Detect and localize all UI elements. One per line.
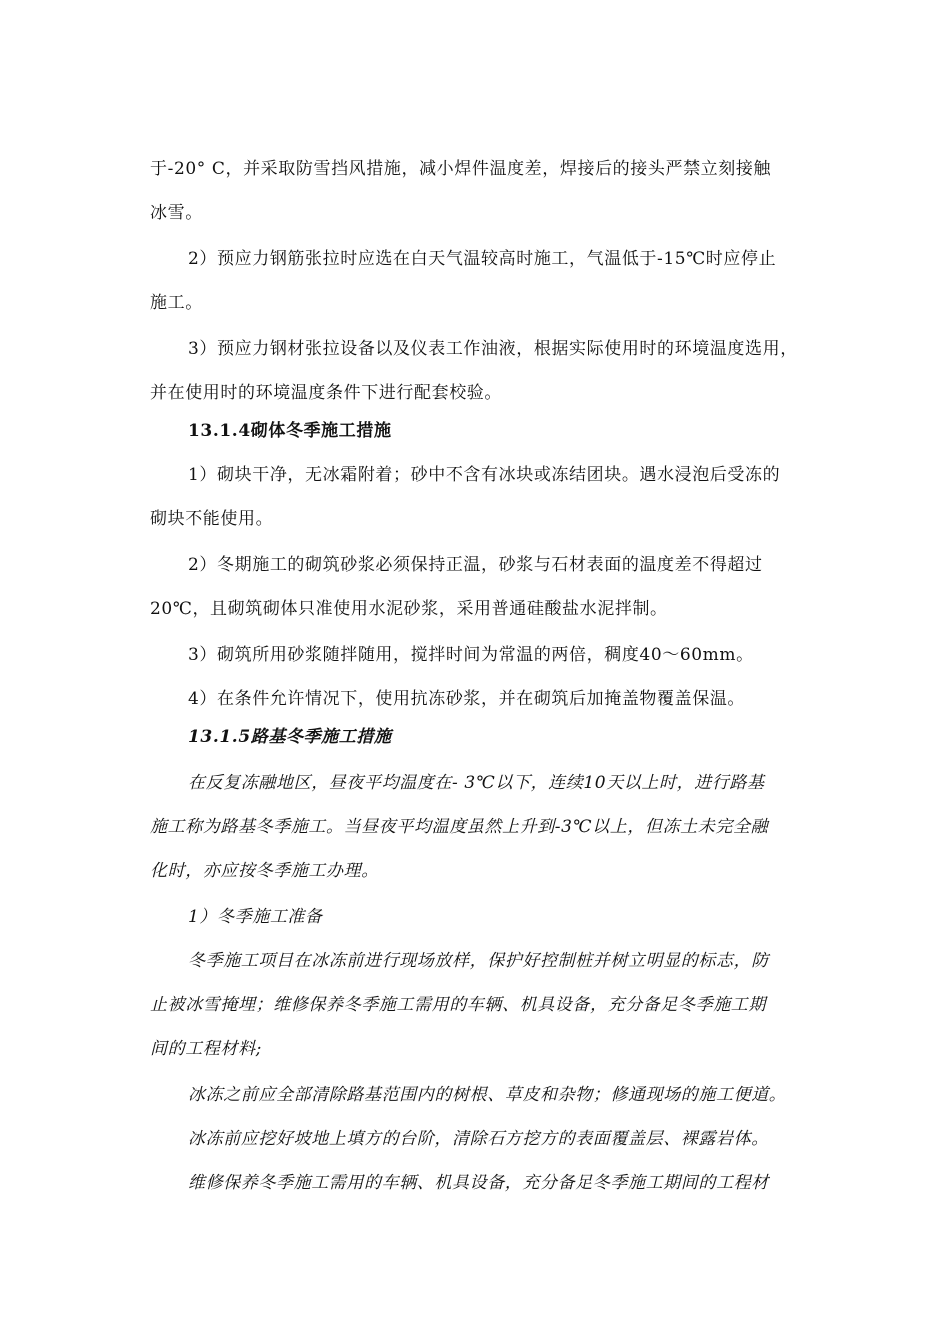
paragraph-line: 2）预应力钢筋张拉时应选在白天气温较高时施工，气温低于-15℃时应停止: [188, 249, 777, 269]
paragraph-line: 并在使用时的环境温度条件下进行配套校验。: [150, 383, 502, 403]
paragraph-line: 在反复冻融地区，昼夜平均温度在- 3℃以下，连续10天以上时，进行路基: [188, 773, 765, 793]
paragraph-line: 冰冻之前应全部清除路基范围内的树根、草皮和杂物；修通现场的施工便道。: [188, 1085, 787, 1105]
paragraph-line: 止被冰雪掩埋；维修保养冬季施工需用的车辆、机具设备，充分备足冬季施工期: [150, 995, 766, 1015]
paragraph-line: 施工。: [150, 293, 203, 313]
paragraph-line: 于-20° C，并采取防雪挡风措施，减小焊件温度差，焊接后的接头严禁立刻接触: [150, 159, 772, 179]
paragraph-line: 1）砌块干净，无冰霜附着；砂中不含有冰块或冻结团块。遇水浸泡后受冻的: [188, 465, 781, 485]
paragraph-line: 冰冻前应挖好坡地上填方的台阶，清除石方挖方的表面覆盖层、裸露岩体。: [188, 1129, 769, 1149]
paragraph-line: 砌块不能使用。: [150, 509, 274, 529]
paragraph-line: 20℃，且砌筑砌体只准使用水泥砂浆，采用普通硅酸盐水泥拌制。: [150, 599, 668, 619]
paragraph-line: 3）预应力钢材张拉设备以及仪表工作油液，根据实际使用时的环境温度选用，: [188, 339, 798, 359]
paragraph-line: 化时，亦应按冬季施工办理。: [150, 861, 379, 881]
paragraph-line: 4）在条件允许情况下，使用抗冻砂浆，并在砌筑后加掩盖物覆盖保温。: [188, 689, 746, 709]
paragraph-line: 2）冬期施工的砌筑砂浆必须保持正温，砂浆与石材表面的温度差不得超过: [188, 555, 763, 575]
paragraph-line: 1）冬季施工准备: [188, 907, 323, 927]
paragraph-line: 冰雪。: [150, 203, 203, 223]
paragraph-line: 3）砌筑所用砂浆随拌随用，搅拌时间为常温的两倍，稠度40～60mm。: [188, 645, 754, 665]
paragraph-line: 施工称为路基冬季施工。当昼夜平均温度虽然上升到-3℃以上，但冻土未完全融: [150, 817, 769, 837]
paragraph-line: 冬季施工项目在冰冻前进行现场放样，保护好控制桩并树立明显的标志，防: [188, 951, 769, 971]
paragraph-line: 间的工程材料;: [150, 1039, 262, 1059]
section-heading: 13.1.4砌体冬季施工措施: [188, 421, 392, 441]
paragraph-line: 维修保养冬季施工需用的车辆、机具设备，充分备足冬季施工期间的工程材: [188, 1173, 769, 1193]
section-heading: 13.1.5路基冬季施工措施: [188, 727, 392, 747]
